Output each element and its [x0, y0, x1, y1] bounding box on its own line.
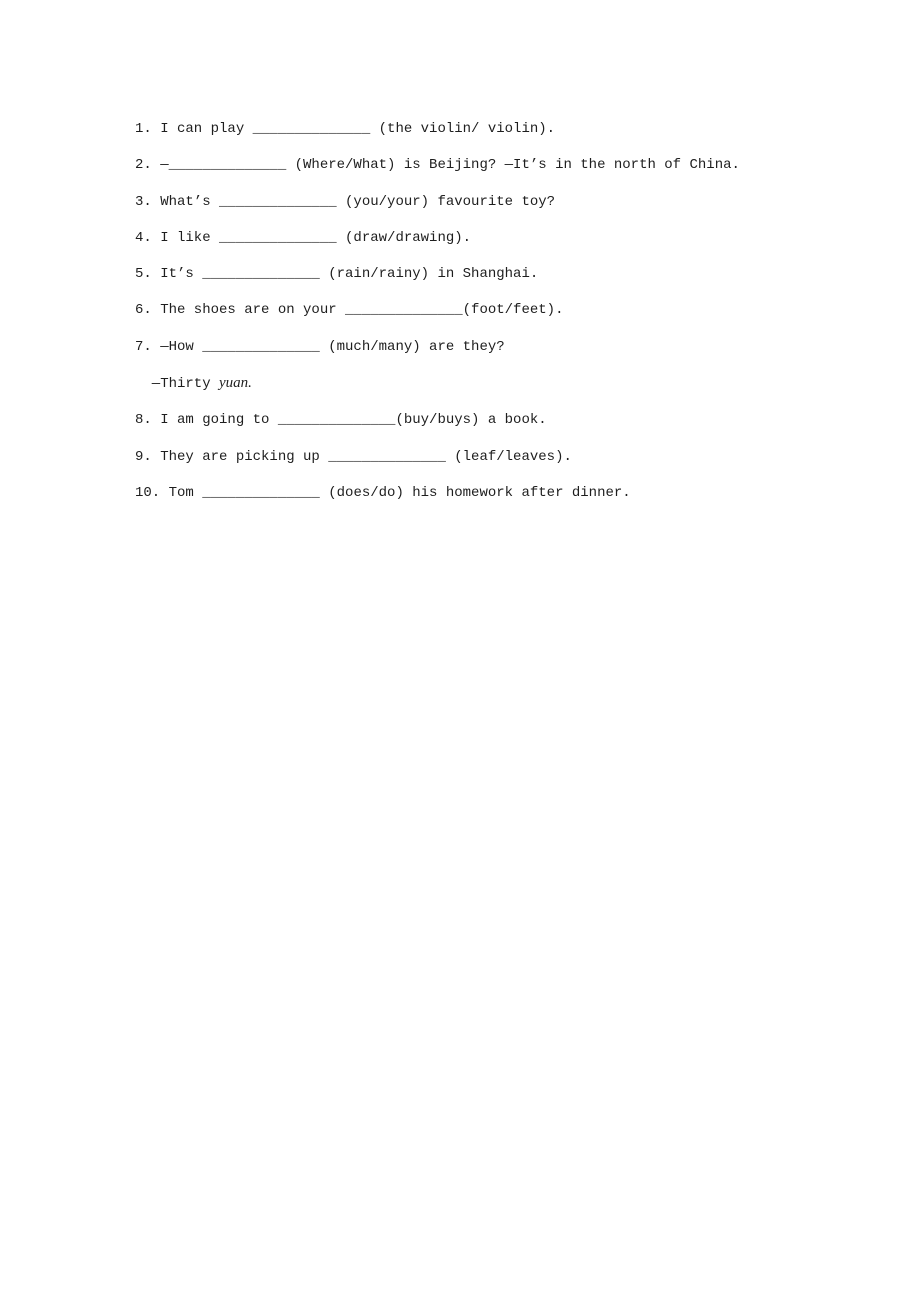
exercise-item-1: [135, 111, 890, 147]
item-text: What’s ______________ (you/your) favourite toy?: [160, 193, 556, 210]
item-number: 8.: [135, 412, 152, 429]
exercise-item-2: [135, 147, 890, 183]
item-text: Tom ______________ (does/do) his homework after dinner.: [168, 484, 631, 501]
exercise-item-7-answer: [135, 365, 890, 402]
item-text: I can play ______________ (the violin/ violin).: [160, 121, 556, 137]
exercise-item-3: [135, 184, 890, 220]
exercise-item-4: [135, 220, 890, 256]
item-number: 9.: [135, 448, 152, 465]
item-number: 6.: [135, 302, 152, 319]
exercise-item-9: [135, 439, 890, 475]
worksheet-page: [135, 111, 890, 511]
exercise-item-6: [135, 292, 890, 328]
item-number: 4.: [135, 229, 152, 246]
item-text: I am going to ______________(buy/buys) a book.: [160, 412, 547, 429]
answer-italic-word: yuan.: [219, 375, 252, 392]
exercise-item-5: [135, 256, 890, 292]
item-number: 5.: [135, 266, 152, 283]
item-text: I like ______________ (draw/drawing).: [160, 229, 472, 246]
item-text: They are picking up ______________ (leaf/leaves).: [160, 448, 572, 465]
answer-prefix: —Thirty: [151, 376, 220, 393]
item-number: 3.: [135, 193, 152, 210]
item-text: —______________ (Where/What) is Beijing? —It’s in the north of China.: [160, 157, 740, 174]
item-number: 1.: [135, 121, 152, 137]
item-text: —How ______________ (much/many) are they?: [160, 338, 505, 355]
item-text: The shoes are on your ______________(foot/feet).: [160, 302, 564, 319]
item-number: 10.: [135, 484, 161, 501]
exercise-item-10: [135, 475, 890, 511]
item-number: 7.: [135, 338, 152, 355]
exercise-item-7: [135, 329, 890, 365]
item-number: 2.: [135, 157, 152, 174]
item-text: It’s ______________ (rain/rainy) in Shanghai.: [160, 266, 539, 283]
exercise-item-8: [135, 402, 890, 438]
